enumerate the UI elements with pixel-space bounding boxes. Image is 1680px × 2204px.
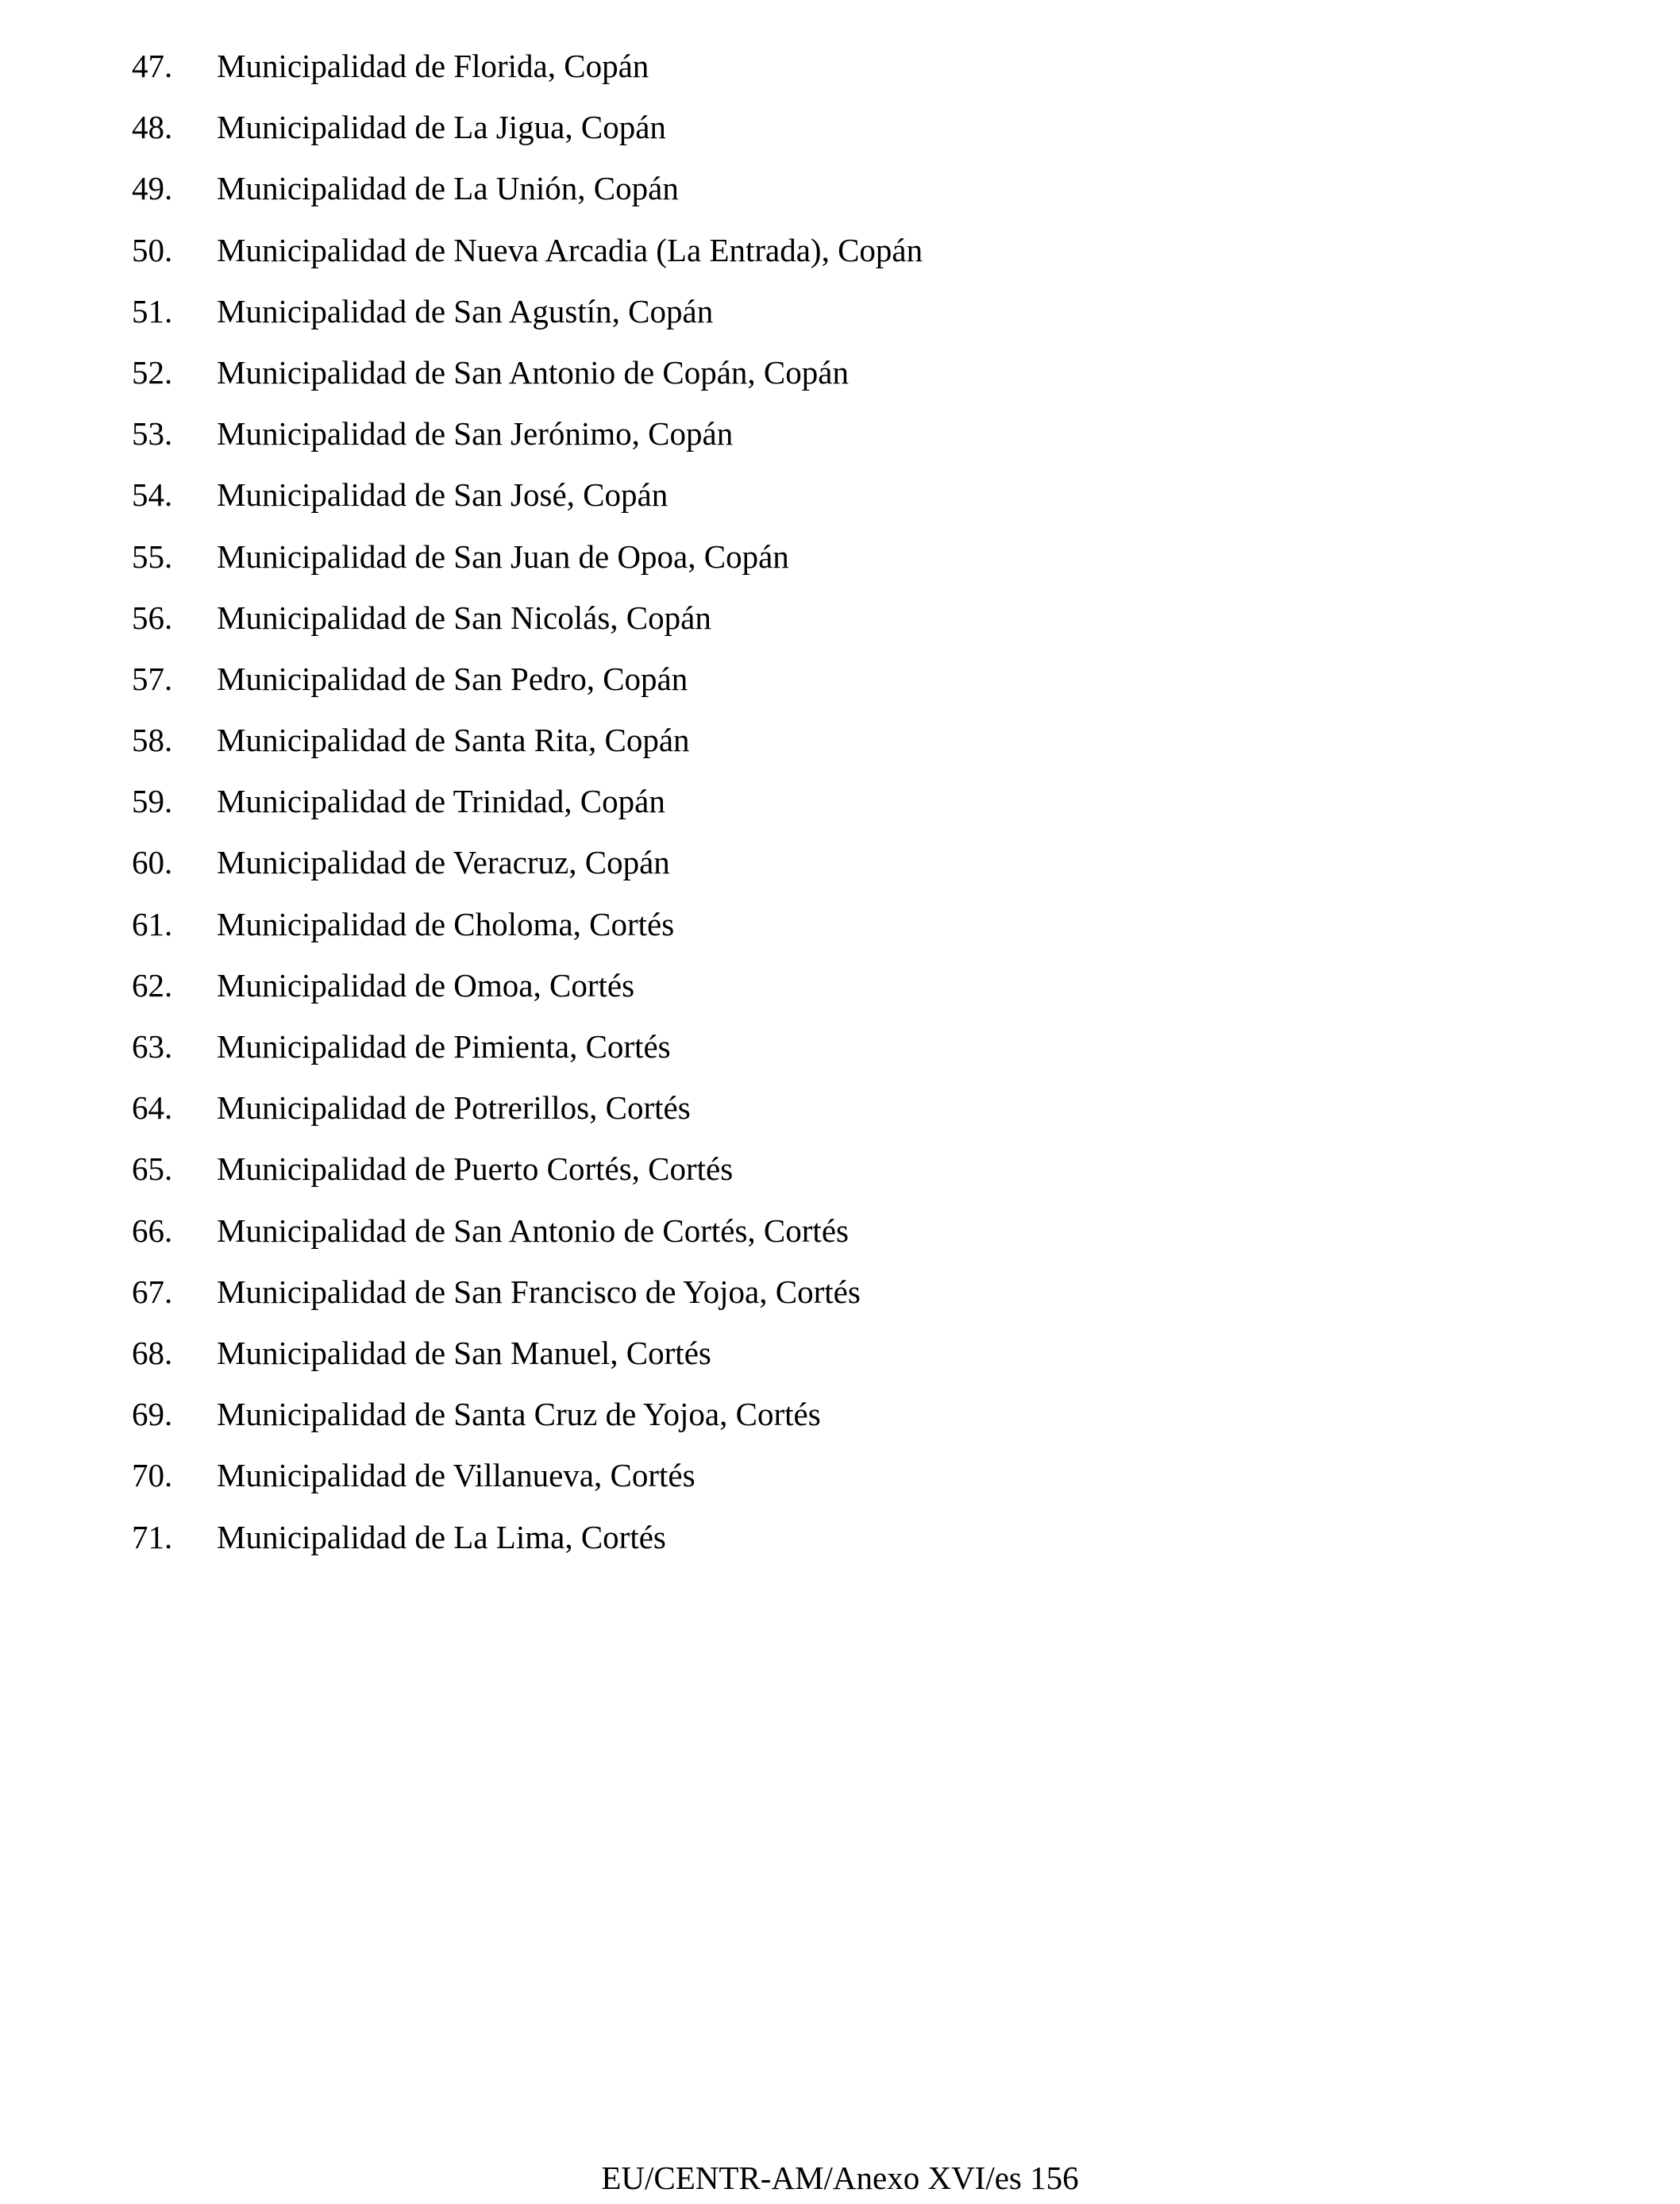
- item-number: 48.: [132, 109, 173, 146]
- item-number: 57.: [132, 660, 173, 697]
- list-item: [0, 594, 1680, 655]
- item-text: Municipalidad de Choloma, Cortés: [217, 905, 675, 942]
- list-item: [0, 1329, 1680, 1390]
- list-item: [0, 1207, 1680, 1268]
- item-text: Municipalidad de La Jigua, Copán: [217, 109, 666, 146]
- item-text: Municipalidad de Santa Cruz de Yojoa, Cortés: [217, 1396, 821, 1433]
- item-number: 65.: [132, 1150, 173, 1188]
- list-item: [0, 103, 1680, 164]
- list-item: [0, 533, 1680, 594]
- list-item: [0, 961, 1680, 1023]
- item-number: 49.: [132, 170, 173, 207]
- list-item: [0, 471, 1680, 532]
- item-number: 69.: [132, 1396, 173, 1433]
- item-number: 61.: [132, 905, 173, 942]
- item-text: Municipalidad de San Pedro, Copán: [217, 660, 688, 697]
- item-number: 71.: [132, 1518, 173, 1555]
- item-number: 55.: [132, 538, 173, 575]
- item-number: 66.: [132, 1212, 173, 1249]
- item-text: Municipalidad de Omoa, Cortés: [217, 966, 635, 1004]
- item-text: Municipalidad de San Nicolás, Copán: [217, 599, 711, 636]
- list-item: [0, 716, 1680, 777]
- item-number: 70.: [132, 1457, 173, 1494]
- item-number: 54.: [132, 476, 173, 514]
- item-text: Municipalidad de San Francisco de Yojoa, Cortés: [217, 1273, 861, 1310]
- page-footer-reference: EU/CENTR-AM/Anexo XVI/es 156: [601, 2160, 1079, 2196]
- list-item: [0, 1023, 1680, 1084]
- item-number: 51.: [132, 292, 173, 329]
- item-text: Municipalidad de Santa Rita, Copán: [217, 722, 690, 759]
- item-text: Municipalidad de Potrerillos, Cortés: [217, 1089, 691, 1127]
- list-item: [0, 1145, 1680, 1206]
- item-text: Municipalidad de Florida, Copán: [217, 48, 649, 84]
- item-number: 60.: [132, 844, 173, 881]
- item-number: 52.: [132, 353, 173, 391]
- list-item: [0, 1084, 1680, 1145]
- item-text: Municipalidad de Pimienta, Cortés: [217, 1028, 671, 1065]
- list-item: [0, 287, 1680, 349]
- list-item: [0, 1268, 1680, 1329]
- item-text: Municipalidad de Puerto Cortés, Cortés: [217, 1150, 734, 1188]
- item-number: 47.: [132, 48, 173, 84]
- item-text: Municipalidad de San José, Copán: [217, 476, 669, 514]
- list-item: [0, 838, 1680, 900]
- item-number: 58.: [132, 722, 173, 759]
- list-item: [0, 226, 1680, 287]
- item-text: Municipalidad de Trinidad, Copán: [217, 783, 665, 820]
- item-text: Municipalidad de San Manuel, Cortés: [217, 1334, 711, 1371]
- item-text: Municipalidad de Nueva Arcadia (La Entrada), Copán: [217, 231, 923, 268]
- list-item: [0, 1513, 1680, 1574]
- list-item: [0, 410, 1680, 471]
- item-number: 68.: [132, 1334, 173, 1371]
- item-text: Municipalidad de La Unión, Copán: [217, 170, 679, 207]
- list-item: [0, 655, 1680, 716]
- item-text: Municipalidad de San Agustín, Copán: [217, 292, 714, 329]
- item-number: 63.: [132, 1028, 173, 1065]
- item-text: Municipalidad de La Lima, Cortés: [217, 1518, 666, 1555]
- item-number: 67.: [132, 1273, 173, 1310]
- item-number: 56.: [132, 599, 173, 636]
- list-item: [0, 164, 1680, 225]
- item-number: 64.: [132, 1089, 173, 1127]
- list-item: [0, 42, 1680, 103]
- municipality-list: [0, 42, 1680, 1574]
- item-number: 62.: [132, 966, 173, 1004]
- list-item: [0, 1451, 1680, 1512]
- item-number: 59.: [132, 783, 173, 820]
- item-text: Municipalidad de San Antonio de Cortés, Cortés: [217, 1212, 849, 1249]
- item-text: Municipalidad de San Antonio de Copán, Copán: [217, 353, 849, 391]
- item-text: Municipalidad de Veracruz, Copán: [217, 844, 670, 881]
- item-number: 50.: [132, 231, 173, 268]
- list-item: [0, 1390, 1680, 1451]
- item-number: 53.: [132, 415, 173, 453]
- item-text: Municipalidad de San Juan de Opoa, Copán: [217, 538, 789, 575]
- item-text: Municipalidad de Villanueva, Cortés: [217, 1457, 696, 1494]
- list-item: [0, 777, 1680, 838]
- list-item: [0, 349, 1680, 410]
- list-item: [0, 900, 1680, 961]
- item-text: Municipalidad de San Jerónimo, Copán: [217, 415, 734, 453]
